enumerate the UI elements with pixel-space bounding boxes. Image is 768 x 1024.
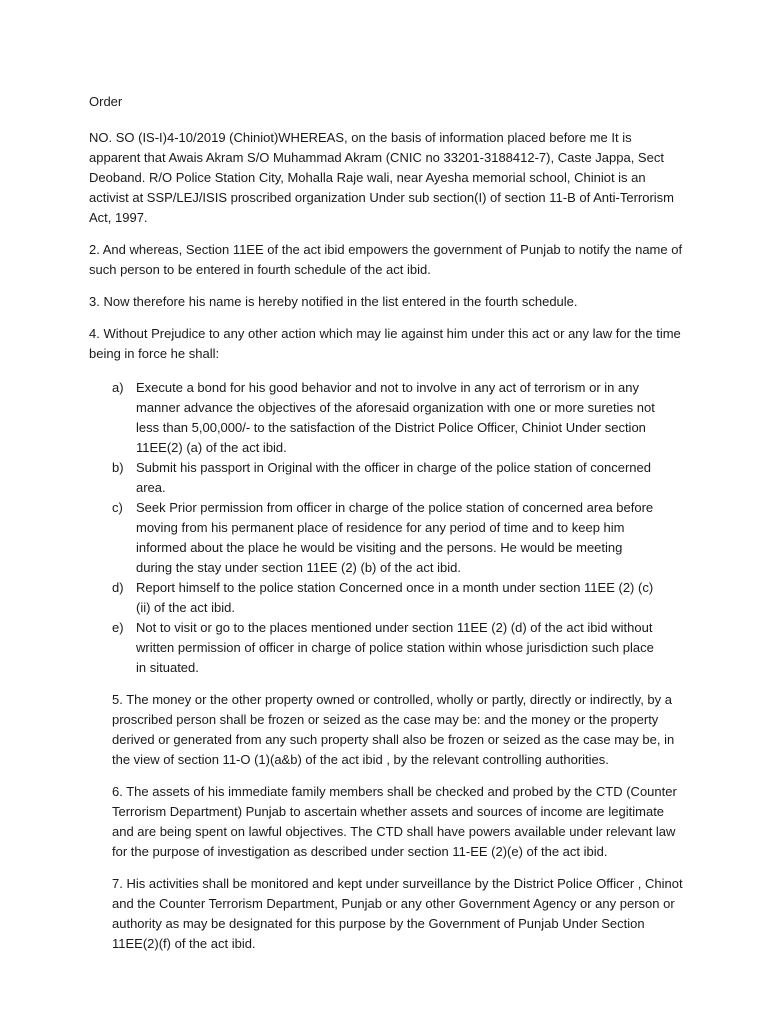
list-item-a [89, 378, 683, 458]
list-item-text: Submit his passport in Original with the officer in charge of the police station of concerned area. [136, 460, 651, 495]
list-item-text: Report himself to the police station Concerned once in a month under section 11EE (2) (c) (ii) of the act ibid. [136, 580, 654, 615]
list-item-text: Not to visit or go to the places mentioned under section 11EE (2) (d) of the act ibid without written permission of officer in charge of police station within whose jurisdiction such place in situated. [136, 620, 654, 675]
paragraph-5: 5. The money or the other property owned or controlled, wholly or partly, directly or indirectly, by a proscribed person shall be frozen or seized as the case may be: and the money or the property derived or generated from any such property shall also be frozen or seized as the case may be, in the view of section 11-O (1)(a&b) of the act ibid , by the relevant controlling authorities. [112, 692, 675, 767]
document-title: Order [89, 94, 123, 109]
conditions-list [89, 378, 683, 678]
paragraph-1: NO. SO (IS-I)4-10/2019 (Chiniot)WHEREAS, on the basis of information placed before me It is apparent that Awais Akram S/O Muhammad Akram (CNIC no 33201-3188412-7), Caste Jappa, Sect Deoband. R/O Police Station City, Mohalla Raje wali, near Ayesha memorial school, Chiniot is an activist at SSP/LEJ/ISIS proscribed organization Under sub section(I) of section 11-B of Anti-Terrorism Act, 1997. [89, 130, 675, 225]
list-marker: c) [112, 500, 123, 515]
paragraph-2: 2. And whereas, Section 11EE of the act ibid empowers the government of Punjab to notify the name of such person to be entered in fourth schedule of the act ibid. [89, 242, 683, 277]
list-marker: b) [112, 460, 124, 475]
order-document [89, 92, 683, 966]
paragraph-7: 7. His activities shall be monitored and kept under surveillance by the District Police Officer , Chinot and the Counter Terrorism Department, Punjab or any other Government Agency or any person or authority as may be designated for this purpose by the Government of Punjab Under Section 11EE(2)(f) of the act ibid. [112, 876, 683, 951]
list-item-d [89, 578, 683, 618]
list-marker: a) [112, 380, 124, 395]
list-item-b [89, 458, 683, 498]
list-item-e [89, 618, 683, 678]
list-marker: d) [112, 580, 124, 595]
paragraph-3: 3. Now therefore his name is hereby notified in the list entered in the fourth schedule. [89, 294, 578, 309]
list-item-text: Execute a bond for his good behavior and not to involve in any act of terrorism or in any manner advance the objectives of the aforesaid organization with one or more sureties not less than 5,00,000/- to the satisfaction of the District Police Officer, Chiniot Under section 11EE(2) (a) of the act ibid. [136, 380, 655, 455]
paragraph-4: 4. Without Prejudice to any other action which may lie against him under this act or any law for the time being in force he shall: [89, 326, 681, 361]
list-item-c [89, 498, 683, 578]
paragraph-6: 6. The assets of his immediate family members shall be checked and probed by the CTD (Counter Terrorism Department) Punjab to ascertain whether assets and sources of income are legitimate and are being spent on lawful objectives. The CTD shall have powers available under relevant law for the purpose of investigation as described under section 11-EE (2)(e) of the act ibid. [112, 784, 677, 859]
list-marker: e) [112, 620, 124, 635]
list-item-text: Seek Prior permission from officer in charge of the police station of concerned area before moving from his permanent place of residence for any period of time and to keep him informed about the place he would be visiting and the persons. He would be meeting during the stay under section 11EE (2) (b) of the act ibid. [136, 500, 654, 575]
